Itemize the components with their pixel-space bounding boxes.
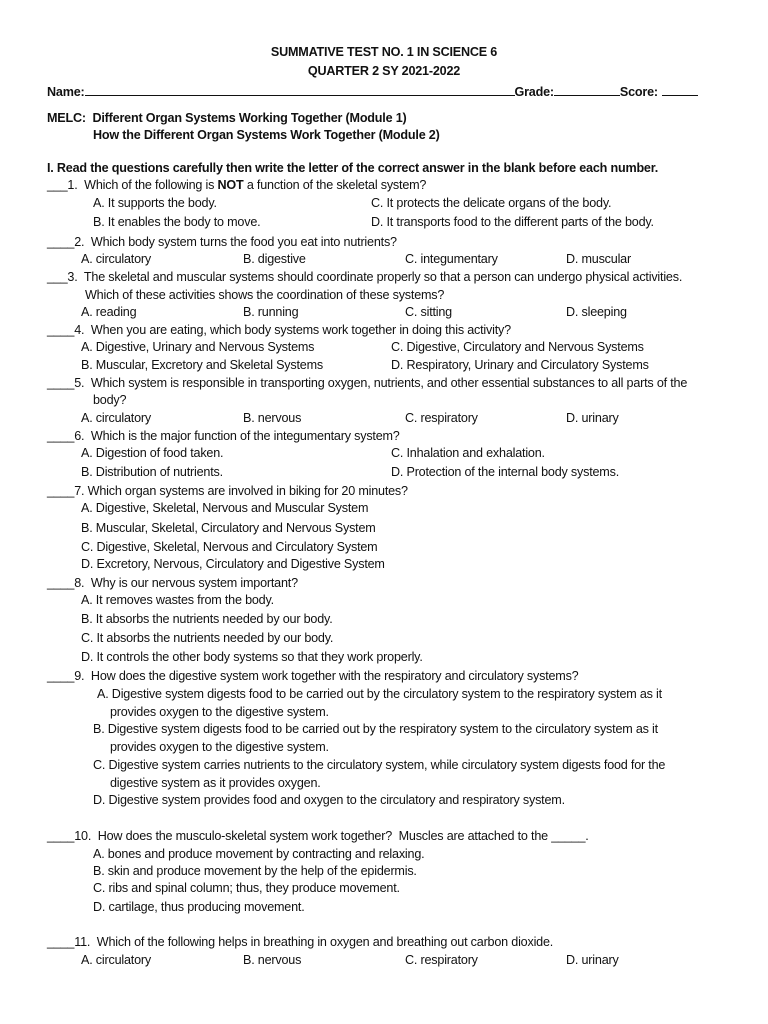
question-3 bbox=[47, 270, 682, 284]
question-text: Which of the following helps in breathing in oxygen and breathing out carbon dioxide. bbox=[90, 935, 554, 949]
question-number: 2. bbox=[74, 235, 85, 249]
emphasis-not: NOT bbox=[217, 178, 244, 192]
choice-continued: provides oxygen to the digestive system. bbox=[110, 740, 329, 754]
choice: A. It supports the body. bbox=[93, 196, 217, 210]
choice: B. nervous bbox=[243, 411, 302, 425]
choice: B. It enables the body to move. bbox=[93, 215, 261, 229]
choice: B. running bbox=[243, 305, 299, 319]
melc-module-2: How the Different Organ Systems Work Together (Module 2) bbox=[93, 128, 440, 142]
choice: C. It absorbs the nutrients needed by our body. bbox=[81, 631, 334, 645]
choice: B. Muscular, Skeletal, Circulatory and Nervous System bbox=[81, 521, 376, 535]
question-text: When you are eating, which body systems work together in doing this activity? bbox=[84, 323, 511, 337]
melc-line-1 bbox=[47, 111, 407, 125]
question-2 bbox=[47, 235, 397, 249]
question-number: 6. bbox=[74, 429, 85, 443]
choice: A. circulatory bbox=[81, 953, 151, 967]
question-text: How does the musculo-skeletal system work together? Muscles are attached to the _____. bbox=[91, 829, 589, 843]
choice: C. sitting bbox=[405, 305, 452, 319]
page-title: SUMMATIVE TEST NO. 1 IN SCIENCE 6 bbox=[270, 45, 498, 59]
choice: B. Digestive system digests food to be carried out by the respiratory system to the circulatory system as it bbox=[93, 722, 658, 736]
question-number: 9. bbox=[74, 669, 85, 683]
choice: C. respiratory bbox=[405, 411, 478, 425]
question-number: 8. bbox=[74, 576, 85, 590]
choice: D. Excretory, Nervous, Circulatory and Digestive System bbox=[81, 557, 385, 571]
choice: D. It controls the other body systems so that they work properly. bbox=[81, 650, 423, 664]
question-number: 10. bbox=[74, 829, 92, 843]
question-5 bbox=[47, 376, 687, 390]
answer-blank[interactable]: ____ bbox=[47, 235, 75, 249]
choice-continued: provides oxygen to the digestive system. bbox=[110, 705, 329, 719]
choice: D. Protection of the internal body systems. bbox=[391, 465, 619, 479]
choice: A. reading bbox=[81, 305, 137, 319]
choice: B. Muscular, Excretory and Skeletal Systems bbox=[81, 358, 323, 372]
grade-blank[interactable] bbox=[554, 84, 620, 96]
question-number: 7. bbox=[74, 484, 85, 498]
instructions: I. Read the questions carefully then write the letter of the correct answer in the blank before each number. bbox=[47, 161, 659, 175]
choice: D. cartilage, thus producing movement. bbox=[93, 900, 305, 914]
question-number: 4. bbox=[74, 323, 85, 337]
question-text: Which is the major function of the integumentary system? bbox=[84, 429, 400, 443]
choice: D. urinary bbox=[566, 411, 619, 425]
question-text-continued: Which of these activities shows the coordination of these systems? bbox=[85, 288, 445, 302]
question-11 bbox=[47, 935, 553, 949]
melc-module-1: Different Organ Systems Working Together (Module 1) bbox=[92, 111, 407, 125]
question-number: 3. bbox=[67, 270, 78, 284]
answer-blank[interactable]: ____ bbox=[47, 576, 75, 590]
melc-label: MELC: bbox=[47, 111, 86, 125]
question-text: Why is our nervous system important? bbox=[84, 576, 298, 590]
choice: A. Digestive, Skeletal, Nervous and Muscular System bbox=[81, 501, 369, 515]
choice: D. sleeping bbox=[566, 305, 627, 319]
answer-blank[interactable]: ___ bbox=[47, 270, 68, 284]
choice: B. digestive bbox=[243, 252, 306, 266]
choice: C. Digestive system carries nutrients to the circulatory system, while circulatory system digests food for the bbox=[93, 758, 666, 772]
page-subtitle: QUARTER 2 SY 2021-2022 bbox=[307, 64, 461, 78]
question-10 bbox=[47, 829, 589, 843]
question-text: The skeletal and muscular systems should coordinate properly so that a person can undergo physical activities. bbox=[77, 270, 683, 284]
choice: D. Digestive system provides food and oxygen to the circulatory and respiratory system. bbox=[93, 793, 565, 807]
name-label: Name: bbox=[47, 85, 85, 99]
choice: B. nervous bbox=[243, 953, 302, 967]
choice: A. Digestive system digests food to be carried out by the circulatory system to the respiratory system as it bbox=[97, 687, 662, 701]
choice: D. Respiratory, Urinary and Circulatory Systems bbox=[391, 358, 649, 372]
question-6 bbox=[47, 429, 400, 443]
choice: C. respiratory bbox=[405, 953, 478, 967]
question-text-end: a function of the skeletal system? bbox=[243, 178, 427, 192]
question-4 bbox=[47, 323, 511, 337]
choice: B. It absorbs the nutrients needed by our body. bbox=[81, 612, 333, 626]
choice: A. circulatory bbox=[81, 252, 151, 266]
answer-blank[interactable]: ____ bbox=[47, 323, 75, 337]
score-blank[interactable] bbox=[662, 84, 698, 96]
choice-continued: digestive system as it provides oxygen. bbox=[110, 776, 321, 790]
choice: C. integumentary bbox=[405, 252, 498, 266]
question-1 bbox=[47, 178, 426, 192]
choice: C. It protects the delicate organs of the body. bbox=[371, 196, 612, 210]
answer-blank[interactable]: ____ bbox=[47, 829, 75, 843]
choice: B. Distribution of nutrients. bbox=[81, 465, 223, 479]
choice: D. urinary bbox=[566, 953, 619, 967]
answer-blank[interactable]: ___ bbox=[47, 178, 68, 192]
choice: C. Digestive, Skeletal, Nervous and Circulatory System bbox=[81, 540, 378, 554]
choice: D. muscular bbox=[566, 252, 631, 266]
answer-blank[interactable]: ____ bbox=[47, 935, 75, 949]
choice: D. It transports food to the different parts of the body. bbox=[371, 215, 654, 229]
answer-blank[interactable]: ____ bbox=[47, 429, 75, 443]
choice: C. Inhalation and exhalation. bbox=[391, 446, 545, 460]
answer-blank[interactable]: ____ bbox=[47, 669, 75, 683]
name-field[interactable] bbox=[47, 84, 698, 99]
choice: A. It removes wastes from the body. bbox=[81, 593, 274, 607]
question-number: 5. bbox=[74, 376, 85, 390]
question-8 bbox=[47, 576, 298, 590]
question-text: Which system is responsible in transporting oxygen, nutrients, and other essential substances to all parts of the bbox=[84, 376, 688, 390]
question-text: Which body system turns the food you eat into nutrients? bbox=[84, 235, 397, 249]
question-9 bbox=[47, 669, 579, 683]
question-number: 11. bbox=[74, 935, 91, 949]
question-text: Which organ systems are involved in biking for 20 minutes? bbox=[84, 484, 408, 498]
choice: A. Digestion of food taken. bbox=[81, 446, 224, 460]
choice: A. circulatory bbox=[81, 411, 151, 425]
question-text: Which of the following is bbox=[77, 178, 218, 192]
question-7 bbox=[47, 484, 408, 498]
score-label: Score: bbox=[619, 85, 658, 99]
grade-label: Grade: bbox=[514, 85, 554, 99]
question-text: How does the digestive system work together with the respiratory and circulatory systems? bbox=[84, 669, 579, 683]
question-number: 1. bbox=[67, 178, 78, 192]
answer-blank[interactable]: ____ bbox=[47, 484, 75, 498]
question-text-continued: body? bbox=[93, 393, 127, 407]
answer-blank[interactable]: ____ bbox=[47, 376, 75, 390]
name-blank[interactable] bbox=[85, 84, 515, 96]
choice: A. bones and produce movement by contracting and relaxing. bbox=[93, 847, 425, 861]
choice: C. Digestive, Circulatory and Nervous Systems bbox=[391, 340, 644, 354]
choice: A. Digestive, Urinary and Nervous Systems bbox=[81, 340, 315, 354]
choice: B. skin and produce movement by the help of the epidermis. bbox=[93, 864, 417, 878]
choice: C. ribs and spinal column; thus, they produce movement. bbox=[93, 881, 400, 895]
